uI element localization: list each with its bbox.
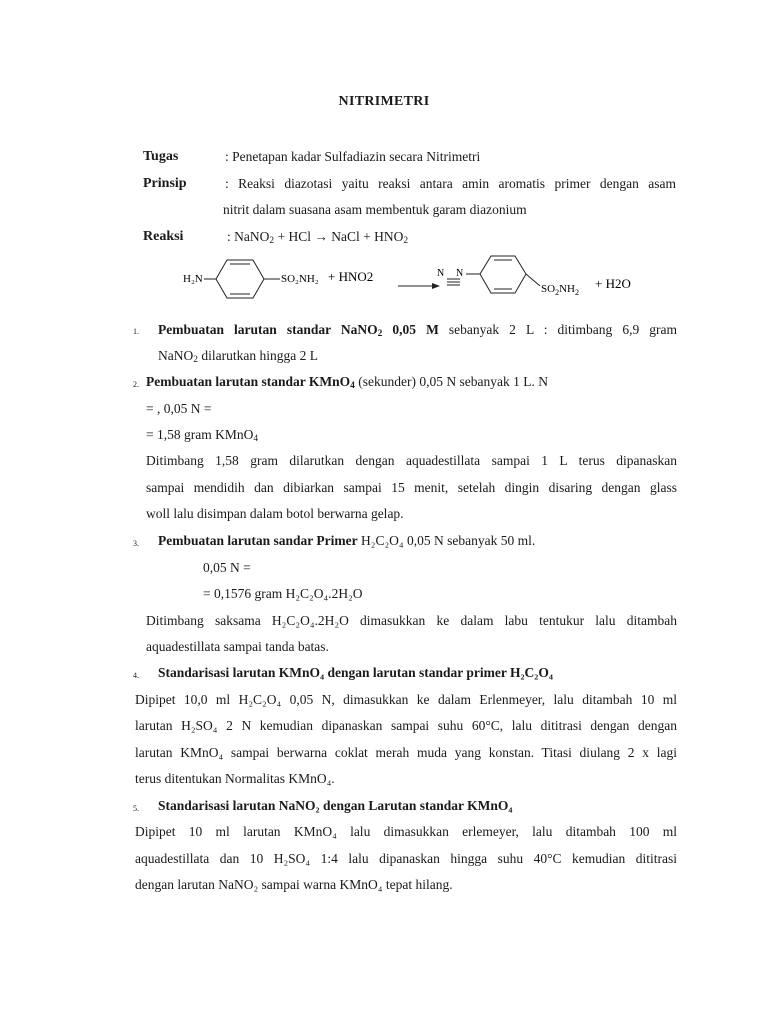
item-2-para-3: woll lalu disimpan dalam botol berwarna gelap.	[146, 506, 404, 521]
item-2-line-3: = 1,58 gram KMnO$_4$	[146, 427, 259, 444]
item-5-number: 5.	[133, 804, 139, 813]
item-4-para-1: Dipipet 10,0 ml H₂C₂O₄ 0,05 N, dimasukkan ke dalam Erlenmeyer, lalu ditambah 10 ml	[135, 692, 677, 707]
reaksi-equation: : NaNO$_2$ + HCl → NaCl + $HNO_2$	[227, 229, 409, 246]
item-3-line-3: = 0,1576 gram H₂C₂O₄.2H₂O	[203, 586, 363, 601]
item-2-number: 2.	[133, 380, 139, 389]
prinsip-label: Prinsip	[143, 176, 187, 191]
so2nh2-left: SO₂NH₂	[281, 273, 319, 285]
item-2-para-1: Ditimbang 1,58 gram dilarutkan dengan aquadestillata sampai 1 L terus dipanaskan	[146, 453, 677, 468]
benzene-ring-left	[216, 260, 264, 298]
plus-hno2: + HNO2	[328, 269, 374, 284]
item-1-line-1: Pembuatan larutan standar NaNO$_2$ 0,05 M sebanyak 2 L : ditimbang 6,9 gram	[158, 322, 677, 339]
item-5-heading: Standarisasi larutan NaNO₂ dengan Larutan standar KMnO₄	[158, 798, 513, 813]
item-3-line-1: Pembuatan larutan sandar Primer H₂C₂O₄ 0,05 N sebanyak 50 ml.	[158, 533, 536, 548]
plus-h2o: + H2O	[595, 276, 631, 291]
h2n-group: H₂N	[183, 273, 203, 285]
benzene-ring-right	[480, 256, 526, 293]
tugas-label: Tugas	[143, 149, 179, 164]
item-2-line-2: = , 0,05 N =	[146, 401, 212, 416]
item-2-para-2: sampai mendidih dan dibiarkan sampai 15 menit, setelah dingin disaring dengan glass	[146, 480, 677, 495]
item-4-number: 4.	[133, 671, 139, 680]
triple-bond	[447, 279, 460, 285]
tugas-value: : Penetapan kadar Sulfadiazin secara Nitrimetri	[225, 149, 481, 164]
so2nh2-right: $SO_2NH_2$	[541, 283, 579, 297]
item-4-para-3: larutan KMnO₄ sampai berwarna coklat merah muda yang konstan. Titasi diulang 2 x lagi	[135, 745, 677, 760]
item-3-line-2: 0,05 N =	[203, 560, 251, 575]
item-1-line-2: NaNO$_2$ dilarutkan hingga 2 L	[158, 348, 318, 365]
diazonium-n1: N	[437, 268, 445, 279]
item-4-para-2: larutan H₂SO₄ 2 N kemudian dipanaskan sampai suhu 60°C, lalu dititrasi dengan dengan	[135, 718, 677, 733]
item-1-number: 1.	[133, 327, 139, 336]
prinsip-line-1: : Reaksi diazotasi yaitu reaksi antara amin aromatis primer dengan asam	[225, 176, 676, 191]
prinsip-line-2: nitrit dalam suasana asam membentuk garam diazonium	[223, 202, 527, 217]
item-5-para-3: dengan larutan NaNO₂ sampai warna KMnO₄ tepat hilang.	[135, 877, 453, 892]
item-2-line-1: Pembuatan larutan standar KMnO$_4$ (sekunder) 0,05 N sebanyak 1 L. N	[146, 374, 548, 391]
item-4-para-4: terus ditentukan Normalitas KMnO₄.	[135, 771, 335, 786]
document-title: NITRIMETRI	[338, 94, 430, 109]
diazonium-n2: N	[456, 268, 464, 279]
item-3-para-2: aquadestillata sampai tanda batas.	[146, 639, 329, 654]
item-3-para-1: Ditimbang saksama H₂C₂O₄.2H₂O dimasukkan ke dalam labu tentukur lalu ditambah	[146, 613, 677, 628]
reaction-scheme	[170, 252, 650, 304]
item-5-para-1: Dipipet 10 ml larutan KMnO₄ lalu dimasukkan erlemeyer, lalu ditambah 100 ml	[135, 824, 677, 839]
item-3-number: 3.	[133, 539, 139, 548]
item-4-heading: Standarisasi larutan KMnO₄ dengan larutan standar primer H₂C₂O₄	[158, 665, 553, 680]
item-5-para-2: aquadestillata dan 10 H₂SO₄ 1:4 lalu dipanaskan hingga suhu 40°C kemudian dititrasi	[135, 851, 677, 866]
reaksi-label: Reaksi	[143, 229, 184, 244]
